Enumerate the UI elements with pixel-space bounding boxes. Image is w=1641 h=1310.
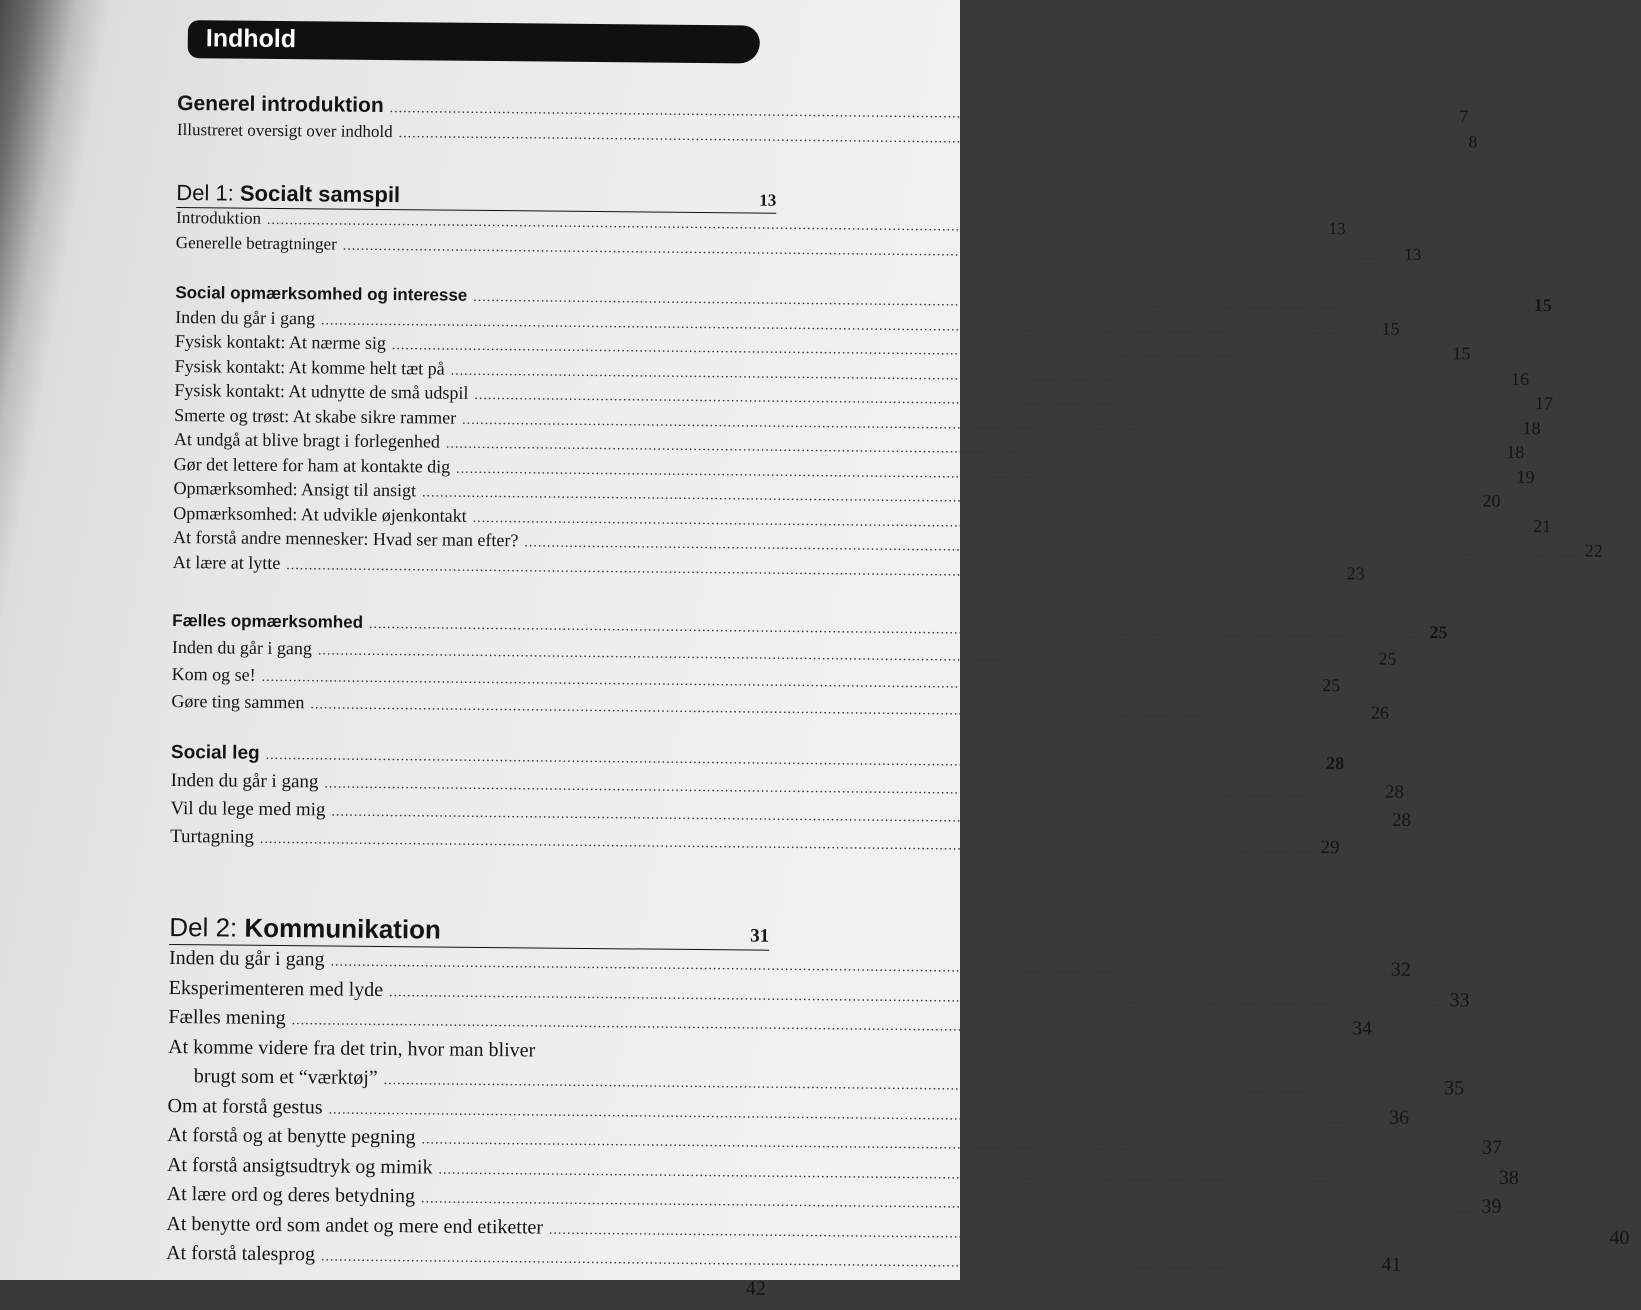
toc-entry[interactable]: Om at forstå gestus ..... 36 xyxy=(167,1094,767,1129)
group-social-opmaerksomhed xyxy=(172,282,1603,583)
trailing-page-number: 42 xyxy=(745,1277,766,1300)
toc-entry[interactable]: Inden du går i gang ..... 28 xyxy=(171,770,771,804)
toc-entry[interactable]: Gøre ting sammen ..... 26 xyxy=(171,691,771,724)
toc-entry[interactable]: Fysisk kontakt: At udnytte de små udspil ..... 17 xyxy=(174,380,774,410)
group-faelles-opmaerksomhed xyxy=(171,610,1448,724)
toc-entry[interactable]: Illustreret oversigt over indhold ..... 8 xyxy=(177,120,777,150)
toc-entry[interactable]: At benytte ord som andet og mere end etiketter ..... 40 xyxy=(166,1212,766,1247)
intro-section xyxy=(176,91,1478,152)
toc-entry[interactable]: At forstå andre mennesker: Hvad ser man efter? ..... 22 xyxy=(173,527,773,557)
toc-entry[interactable]: Eksperimenteren med lyde ..... 33 xyxy=(169,976,769,1011)
toc-group-heading[interactable]: Social leg ..... 28 xyxy=(171,742,771,776)
toc-entry[interactable]: Inden du går i gang ..... 25 xyxy=(172,637,772,670)
toc-entry[interactable]: Generelle betragtninger ..... 13 xyxy=(176,232,776,262)
toc-entry[interactable]: At lære ord og deres betydning ..... 39 xyxy=(167,1183,767,1218)
table-of-contents xyxy=(166,20,1630,1300)
del2-heading[interactable]: Del 2: Kommunikation 31 xyxy=(169,912,769,951)
toc-entry[interactable]: At lære at lytte ..... 23 xyxy=(173,551,773,581)
page-title: Indhold xyxy=(205,24,297,54)
group-social-leg xyxy=(170,741,1412,860)
toc-entry[interactable]: Smerte og trøst: At skabe sikre rammer ..... 18 xyxy=(174,404,774,434)
toc-entry[interactable]: At forstå ansigtsudtryk og mimik ..... 38 xyxy=(167,1153,767,1188)
contents-banner xyxy=(188,20,760,63)
toc-entry[interactable]: Vil du lege med mig ..... 28 xyxy=(170,798,770,832)
toc-entry[interactable]: Opmærksomhed: At udvikle øjenkontakt ..... 21 xyxy=(173,502,773,532)
toc-entry[interactable]: At undgå at blive bragt i forlegenhed ..... 18 xyxy=(174,429,774,459)
toc-entry[interactable]: Inden du går i gang ..... 32 xyxy=(169,947,769,982)
del2-section xyxy=(166,911,1630,1301)
toc-entry[interactable]: Introduktion ..... 13 xyxy=(176,208,776,238)
toc-entry[interactable]: At forstå talesprog ..... 41 xyxy=(166,1242,766,1277)
del1-section xyxy=(175,179,1422,264)
toc-entry[interactable]: Generel introduktion ..... 7 xyxy=(177,92,777,126)
toc-entry[interactable]: At forstå og at benytte pegning ..... 37 xyxy=(167,1124,767,1159)
toc-group-heading[interactable]: Fælles opmærksomhed ..... 25 xyxy=(172,610,772,643)
toc-group-heading[interactable]: Social opmærksomhed og interesse ..... 15 xyxy=(175,282,775,312)
toc-entry[interactable]: Kom og se! ..... 25 xyxy=(172,664,772,697)
toc-entry[interactable]: At komme videre fra det trin, hvor man bliver xyxy=(168,1035,536,1061)
toc-entry[interactable]: brugt som et “værktøj” ..... 35 xyxy=(168,1065,768,1100)
toc-entry[interactable]: Fælles mening ..... 34 xyxy=(168,1006,768,1041)
toc-entry[interactable]: Turtagning ..... 29 xyxy=(170,826,770,860)
toc-entry[interactable]: Gør det lettere for ham at kontakte dig ..... 19 xyxy=(174,453,774,483)
toc-entry[interactable]: Opmærksomhed: Ansigt til ansigt ..... 20 xyxy=(173,478,773,508)
toc-entry[interactable]: Fysisk kontakt: At nærme sig ..... 15 xyxy=(175,331,775,361)
del1-heading[interactable]: Del 1: Socialt samspil 13 xyxy=(176,180,776,214)
toc-entry[interactable]: Fysisk kontakt: At komme helt tæt på ..... 16 xyxy=(175,355,775,385)
toc-entry[interactable]: Inden du går i gang ..... 15 xyxy=(175,306,775,336)
